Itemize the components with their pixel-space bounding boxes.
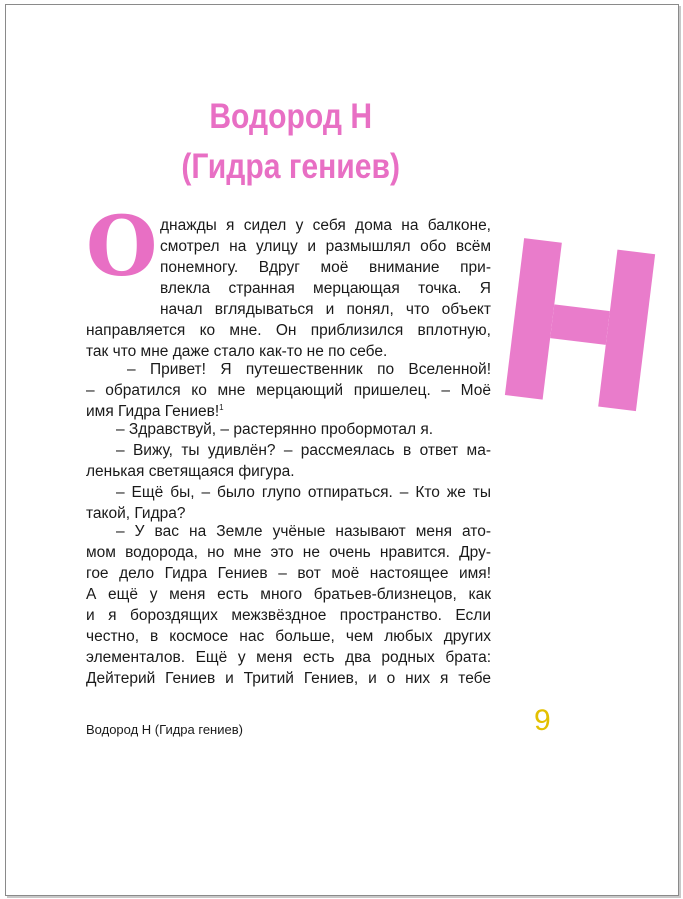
text-line-1: днажды я сидел у себя дома на балконе, [160,217,491,234]
text-line-2: смотрел на улицу и размышлял обо всём [160,238,491,255]
text-line-8: – Привет! Я путешественник по Вселенной! [127,361,491,378]
text-line-10 [86,402,224,422]
drop-cap-letter: О [86,199,158,295]
running-footer-title: Водород Н (Гидра гениев) [86,722,243,737]
text-line-19: А ещё у меня есть много братьев-близнецов, как [86,586,491,603]
text-line-3: понемногу. Вдруг моё внимание при- [160,259,491,276]
footnote-marker: 1 [219,402,224,412]
text-line-6: направляется ко мне. Он приблизился вплотную, [86,322,491,339]
page-number: 9 [534,704,551,737]
text-line-20: и я бороздящих межзвёздное пространство. Если [86,607,491,624]
chapter-title-line-2: (Гидра гениев) [181,147,401,186]
text-line-18: гое дело Гидра Гениев – вот моё настоящее имя! [86,565,491,582]
chapter-title-line-1: Водород Н [209,97,373,136]
text-line-7: так что мне даже стало как-то не по себе. [86,343,388,360]
text-line-9: – обратился ко мне мерцающий пришелец. – Моё [86,382,491,399]
text-line-23: Дейтерий Гениев и Тритий Гениев, и о них я тебе [86,670,491,687]
text-line-10-content: имя Гидра Гениев! [86,403,220,420]
text-line-22: элементалов. Ещё у меня есть два родных брата: [86,649,491,666]
text-line-12: – Вижу, ты удивлён? – рассмеялась в ответ ма- [116,442,491,459]
text-line-4: влекла странная мерцающая точка. Я [160,280,491,297]
text-line-13: ленькая светящаяся фигура. [86,463,295,480]
text-line-16: – У вас на Земле учёные называют меня ато- [116,523,491,540]
text-line-17: мом водорода, но мне это не очень нравится. Дру- [86,544,491,561]
text-line-15: такой, Гидра? [86,505,186,522]
text-line-14: – Ещё бы, – было глупо отпираться. – Кто же ты [116,484,491,501]
text-line-21: честно, в космосе нас больше, чем любых других [86,628,491,645]
text-line-5: начал вглядываться и понял, что объект [160,301,491,318]
text-line-11: – Здравствуй, – растерянно пробормотал я. [116,421,434,438]
